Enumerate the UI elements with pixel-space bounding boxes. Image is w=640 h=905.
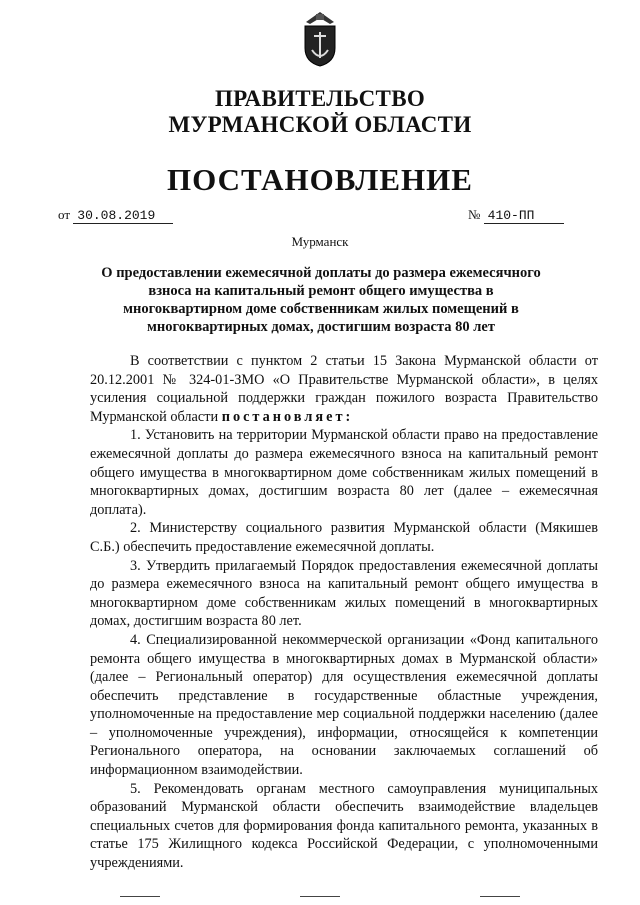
document-body <box>90 352 598 873</box>
item-paragraph-5: 5. Рекомендовать органам местного самоуправления муниципальных образований Мурманской области обеспечить взаимодействие владельцев специальных счетов для формирования фонда капитального ремонта, указанных в статье 175 Жилищного кодекса Российской Федерации, с уполномоченными учреждениями. <box>90 780 598 872</box>
document-type-heading: ПОСТАНОВЛЕНИЕ <box>167 162 473 197</box>
coat-of-arms-emblem <box>300 8 340 68</box>
intro-paragraph <box>90 352 598 426</box>
footer-rule-right <box>480 896 520 897</box>
number-value: 410-ПП <box>484 208 564 224</box>
city-name: Мурманск <box>291 234 349 249</box>
intro-keyword: постановляет: <box>221 408 354 425</box>
item-paragraph-3: 3. Утвердить прилагаемый Порядок предоставления ежемесячной доплаты до размера ежемесячного взноса на капитальный ремонт общего имущества в многоквартирном доме собственникам жилых помещений в многоквартирных домах, достигшим возраста 80 лет. <box>90 557 598 630</box>
footer-rule-left <box>120 896 160 897</box>
footer-rule-center <box>300 896 340 897</box>
organization-name-line1: ПРАВИТЕЛЬСТВО <box>214 86 426 111</box>
document-title: О предоставлении ежемесячной доплаты до размера ежемесячного взноса на капитальный ремонт общего имущества в многоквартирном доме собственникам жилых помещений в многоквартирных домах, достигшим возраста 80 лет <box>101 265 541 335</box>
item-paragraph-4: 4. Специализированной некоммерческой организации «Фонд капитального ремонта общего имущества в многоквартирных домах в Мурманской области» (далее – Региональный оператор) для осуществления ежемесячной доплаты обеспечить представление в государственные областные учреждения, уполномоченные на предоставление мер социальной поддержки населению (далее – уполномоченные учреждения), информации, относящейся к компетенции Регионального оператора, на основании заключаемых соглашений об информационном взаимодействии. <box>90 631 598 779</box>
intro-text: В соответствии с пунктом 2 статьи 15 Закона Мурманской области от 20.12.2001 № 324-01-ЗМО «О Правительстве Мурманской области», в целях усиления социальной поддержки граждан пожилого возраста Правительство Мурманской области <box>90 353 598 425</box>
item-paragraph-1: 1. Установить на территории Мурманской области право на предоставление ежемесячной доплаты до размера ежемесячного взноса на капитальный ремонт общего имущества в многоквартирном доме собственникам жилых помещений в многоквартирных домах, достигшим возраста 80 лет (далее – ежемесячная доплата). <box>90 427 598 518</box>
date-value: 30.08.2019 <box>73 208 173 224</box>
document-number <box>468 207 564 224</box>
document-date <box>58 207 173 224</box>
date-prefix: от <box>58 207 71 222</box>
item-paragraph-2: 2. Министерству социального развития Мурманской области (Мякишев С.Б.) обеспечить предоставление ежемесячной доплаты. <box>90 520 598 555</box>
organization-name-line2: МУРМАНСКОЙ ОБЛАСТИ <box>168 112 472 137</box>
number-prefix: № <box>468 207 481 222</box>
